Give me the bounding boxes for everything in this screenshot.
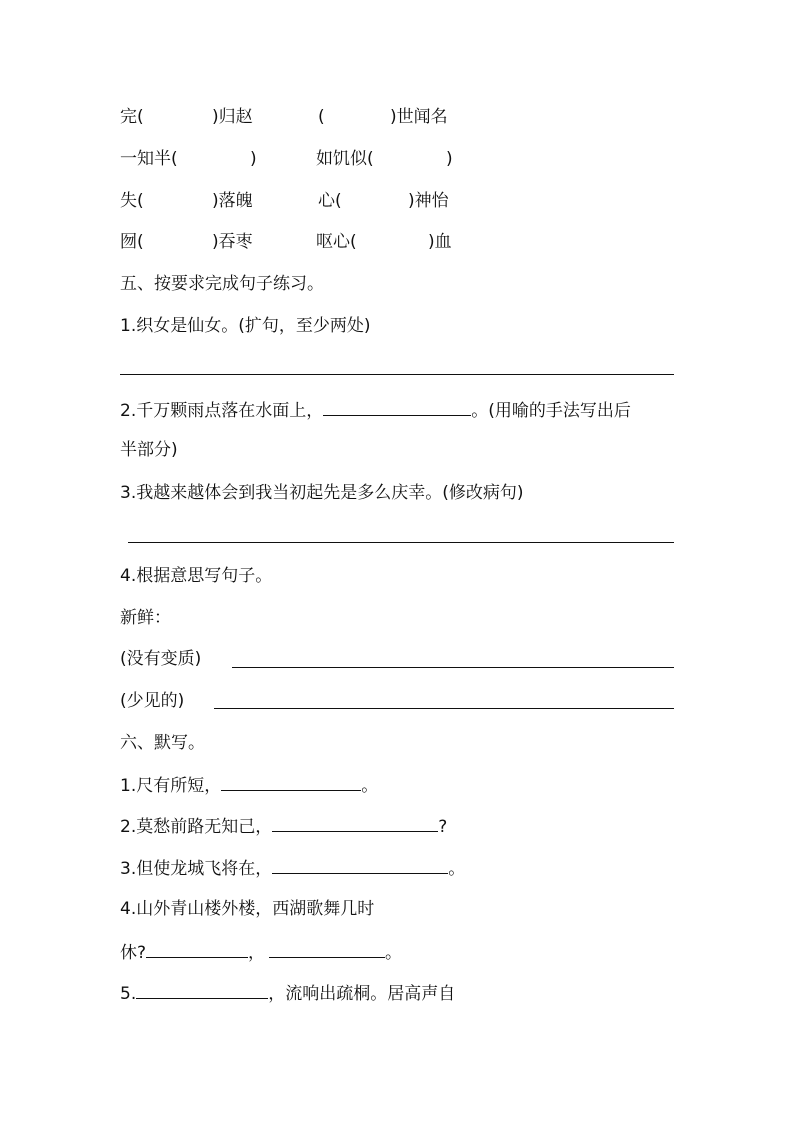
idiom-1-left-before: 完(: [120, 107, 144, 127]
answer-line-5-3[interactable]: [128, 542, 674, 543]
answer-blank-5-2[interactable]: [323, 397, 471, 416]
question-5-1: 1.织女是仙女。(扩句，至少两处): [120, 316, 371, 336]
question-5-2: [120, 397, 631, 423]
question-6-4: 4.山外青山楼外楼，西湖歌舞几时: [120, 899, 375, 919]
question-6-5-before: 5.: [120, 984, 137, 1004]
question-5-2-after: 。(用喻的手法写出后: [471, 401, 631, 421]
question-6-4-mid: ，: [248, 943, 266, 963]
question-5-4: 4.根据意思写句子。: [120, 566, 273, 586]
answer-blank-6-1[interactable]: [221, 772, 361, 791]
section-5-heading: 五、按要求完成句子练习。: [120, 274, 324, 294]
question-6-1-before: 1.尺有所短，: [120, 776, 222, 796]
question-6-2-before: 2.莫愁前路无知己，: [120, 817, 273, 837]
idiom-4-right-after: )血: [428, 232, 452, 252]
question-5-2-cont: 半部分): [120, 440, 178, 460]
meaning-1: (没有变质): [120, 649, 202, 669]
question-6-5: [120, 980, 455, 1006]
answer-blank-6-3[interactable]: [272, 855, 448, 874]
idiom-1-left-after: )归赵: [212, 107, 253, 127]
answer-blank-6-4b[interactable]: [269, 939, 385, 958]
question-6-1-after: 。: [361, 776, 379, 796]
meaning-2: (少见的): [120, 691, 185, 711]
idiom-3-left-after: )落魄: [212, 191, 253, 211]
idiom-4-left-before: 囫(: [120, 232, 144, 252]
question-6-2-after: ?: [438, 817, 448, 837]
answer-line-5-1[interactable]: [120, 374, 674, 375]
idiom-3-left-before: 失(: [120, 191, 144, 211]
answer-blank-6-4a[interactable]: [146, 939, 248, 958]
question-6-4-cont-before: 休?: [120, 943, 147, 963]
question-6-3: [120, 855, 465, 881]
idiom-2-right-before: 如饥似(: [316, 149, 374, 169]
section-6-heading: 六、默写。: [120, 733, 205, 753]
idiom-1-right-after: )世闻名: [390, 107, 448, 127]
idiom-2-left-before: 一知半(: [120, 149, 178, 169]
question-5-2-before: 2.千万颗雨点落在水面上，: [120, 401, 324, 421]
question-6-2: [120, 813, 447, 839]
question-5-3: 3.我越来越体会到我当初起先是多么庆幸。(修改病句): [120, 483, 524, 503]
question-6-3-before: 3.但使龙城飞将在，: [120, 859, 273, 879]
answer-blank-6-2[interactable]: [272, 813, 438, 832]
idiom-2-right-after: ): [446, 149, 453, 169]
idiom-2-left-after: ): [250, 149, 257, 169]
idiom-4-right-before: 呕心(: [316, 232, 357, 252]
question-6-1: [120, 772, 378, 798]
idiom-3-right-after: )神怡: [408, 191, 449, 211]
question-6-4-after: 。: [385, 943, 403, 963]
question-6-4-cont: [120, 939, 402, 965]
question-6-5-after: ，流响出疏桐。居高声自: [268, 984, 456, 1004]
answer-blank-6-5[interactable]: [136, 980, 268, 999]
question-6-3-after: 。: [448, 859, 466, 879]
idiom-1-right-before: (: [318, 107, 325, 127]
idiom-4-left-after: )吞枣: [212, 232, 253, 252]
answer-line-meaning-2[interactable]: [214, 708, 674, 709]
idiom-3-right-before: 心(: [318, 191, 342, 211]
answer-line-meaning-1[interactable]: [232, 667, 674, 668]
word-label: 新鲜：: [120, 608, 171, 628]
